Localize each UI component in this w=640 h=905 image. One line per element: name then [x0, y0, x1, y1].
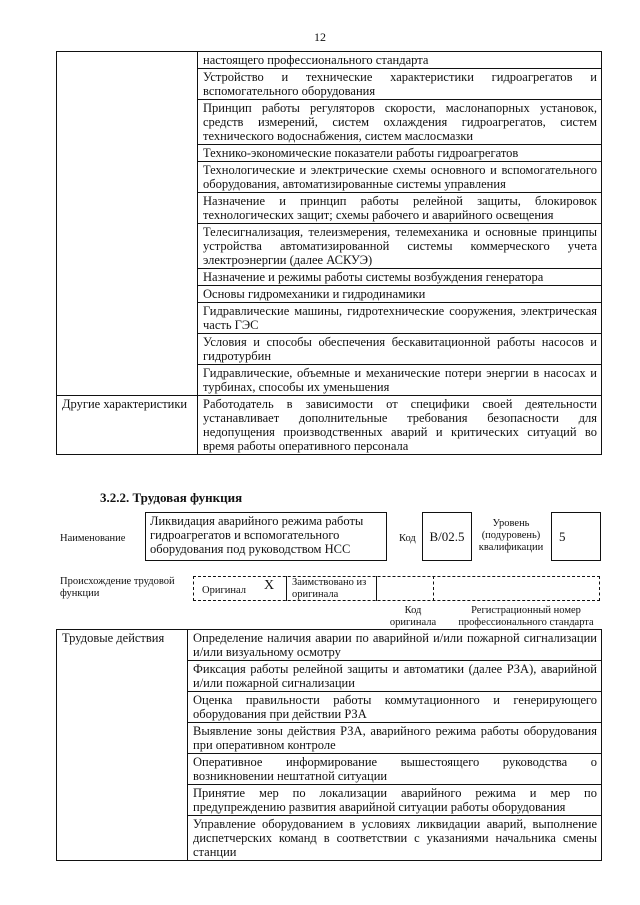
row-text: Назначение и режимы работы системы возбуждения генератора [198, 269, 602, 286]
action-text: Определение наличия аварии по аварийной и/или пожарной сигнализации и/или визуальному осмотру [188, 630, 602, 661]
row-text: Технико-экономические показатели работы гидроагрегатов [198, 145, 602, 162]
section-heading: 3.2.2. Трудовая функция [100, 490, 243, 505]
action-text: Управление оборудованием в условиях ликвидации аварий, выполнение диспетчерских команд в соответствии с указаниями начальника смены станции [188, 816, 602, 861]
code-label: Код [399, 533, 416, 544]
row-text: Назначение и принцип работы релейной защиты, блокировок технологических защит; схемы рабочего и аварийного освещения [198, 193, 602, 224]
original-label: Оригинал [202, 585, 246, 596]
knowledge-table [56, 51, 602, 455]
function-name-box [145, 512, 387, 561]
origin-row [193, 576, 600, 601]
name-label: Наименование [60, 533, 126, 544]
row-text: Основы гидромеханики и гидродинамики [198, 286, 602, 303]
row-text: Гидравлические машины, гидротехнические сооружения, электрическая часть ГЭС [198, 303, 602, 334]
function-name: Ликвидация аварийного режима работы гидроагрегатов и вспомогательного оборудования под руководством НСС [150, 514, 364, 556]
borrowed-label: Заимствовано из оригинала [292, 577, 367, 600]
row-text: Технологические и электрические схемы основного и вспомогательного оборудования, автоматизированные системы управления [198, 162, 602, 193]
row-text: настоящего профессионального стандарта [198, 52, 602, 69]
row-text: Телесигнализация, телеизмерения, телемеханика и основные принципы устройства автоматизированной системы коммерческого учета электроэнергии (далее АСКУЭ) [198, 224, 602, 269]
original-mark: X [264, 578, 275, 593]
row-label: Другие характеристики [57, 396, 198, 455]
row-text: Гидравлические, объемные и механические потери энергии в насосах и турбинах, способы их уменьшения [198, 365, 602, 396]
code-orig-label: Код оригинала [389, 605, 437, 628]
knowledge-label-cell [57, 52, 198, 396]
row-text: Принцип работы регуляторов скорости, маслонапорных установок, средств измерений, систем охлаждения гидроагрегатов, систем технического водоснабжения, систем маслосмазки [198, 100, 602, 145]
origin-divider [286, 576, 287, 601]
reg-num-label: Регистрационный номер профессионального стандарта [458, 605, 594, 628]
origin-label: Происхождение трудовой функции [60, 576, 175, 599]
action-text: Принятие мер по локализации аварийного режима и мер по предупреждению развития аварийной ситуации работы оборудования [188, 785, 602, 816]
level-value: 5 [551, 512, 601, 561]
work-actions-label: Трудовые действия [57, 630, 188, 861]
row-text: Устройство и технические характеристики гидроагрегатов и вспомогательного оборудования [198, 69, 602, 100]
work-actions-table [56, 629, 602, 861]
origin-divider-3 [433, 576, 434, 601]
level-label: Уровень (подуровень) квалификации [478, 518, 544, 553]
table-row [57, 52, 602, 69]
action-text: Оценка правильности работы коммутационного и генерирующего оборудования при действии РЗА [188, 692, 602, 723]
table-row [57, 396, 602, 455]
action-text: Выявление зоны действия РЗА, аварийного режима работы оборудования при оперативном контроле [188, 723, 602, 754]
action-text: Фиксация работы релейной защиты и автоматики (далее РЗА), аварийной и/или пожарной сигнализации [188, 661, 602, 692]
origin-divider-2 [376, 576, 377, 601]
action-text: Оперативное информирование вышестоящего руководства о возникновении нештатной ситуации [188, 754, 602, 785]
code-value: B/02.5 [422, 512, 472, 561]
row-text: Работодатель в зависимости от специфики своей деятельности устанавливает дополнительные требования безопасности для недопущения производственных аварий и критических ситуаций во время работы оперативного персонала [198, 396, 602, 455]
page-number: 12 [314, 30, 326, 44]
table-row [57, 630, 602, 661]
row-text: Условия и способы обеспечения бескавитационной работы насосов и гидротурбин [198, 334, 602, 365]
